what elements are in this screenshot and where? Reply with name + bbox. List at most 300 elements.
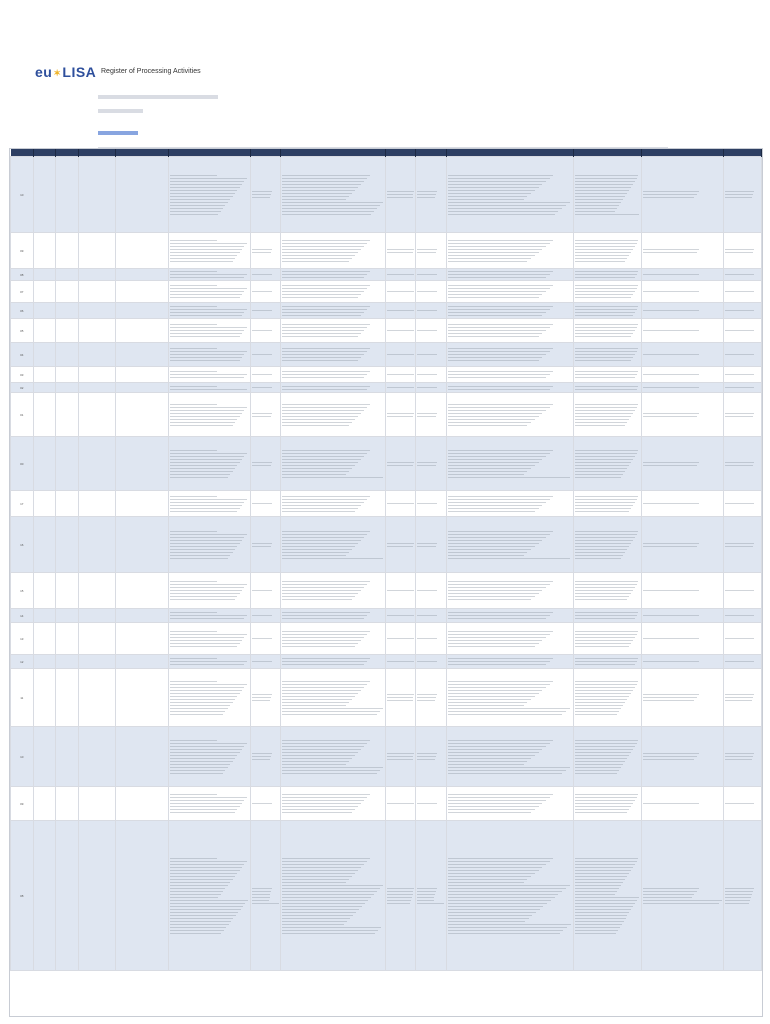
- row-text-cell: [281, 655, 386, 669]
- row-text-cell: [281, 669, 386, 727]
- row-text-cell: [386, 367, 416, 383]
- row-start-date-cell: [33, 281, 56, 303]
- row-start-date-cell: [33, 367, 56, 383]
- row-text-cell: [641, 655, 724, 669]
- row-text-cell: [386, 233, 416, 269]
- row-text-cell: [416, 319, 446, 343]
- row-title-cell: [116, 269, 169, 281]
- row-text-cell: [446, 383, 574, 393]
- col-header[interactable]: [446, 149, 574, 157]
- row-text-cell: [641, 383, 724, 393]
- row-end-date-cell: [56, 233, 79, 269]
- row-text-cell: [386, 281, 416, 303]
- row-text-cell: [641, 343, 724, 367]
- table-row: [11, 727, 762, 787]
- table-row: [11, 655, 762, 669]
- row-id-cell: 16: [11, 517, 34, 573]
- eu-stars-icon: ✶: [53, 67, 62, 78]
- table-row: [11, 623, 762, 655]
- row-id-cell: 17: [11, 491, 34, 517]
- row-id-cell: 10: [11, 727, 34, 787]
- col-header[interactable]: [33, 149, 56, 157]
- row-id-cell: 09: [11, 233, 34, 269]
- row-text-cell: [446, 281, 574, 303]
- row-start-date-cell: [33, 303, 56, 319]
- row-text-cell: [168, 383, 251, 393]
- row-text-cell: [386, 491, 416, 517]
- row-text-cell: [168, 303, 251, 319]
- row-id-cell: 05: [11, 319, 34, 343]
- table-row: [11, 303, 762, 319]
- row-text-cell: [251, 343, 281, 367]
- row-text-cell: [724, 269, 762, 281]
- row-text-cell: [281, 393, 386, 437]
- row-text-cell: [386, 669, 416, 727]
- row-text-cell: [724, 157, 762, 233]
- row-text-cell: [281, 343, 386, 367]
- row-text-cell: [281, 269, 386, 281]
- row-start-date-cell: [33, 343, 56, 367]
- row-text-cell: [446, 343, 574, 367]
- row-id-cell: 08: [11, 269, 34, 281]
- row-title-cell: [116, 367, 169, 383]
- table-row: [11, 393, 762, 437]
- row-text-cell: [251, 233, 281, 269]
- row-start-date-cell: [33, 609, 56, 623]
- row-text-cell: [281, 609, 386, 623]
- row-title-cell: [116, 491, 169, 517]
- row-text-cell: [281, 821, 386, 971]
- row-text-cell: [641, 517, 724, 573]
- row-text-cell: [446, 669, 574, 727]
- row-text-cell: [446, 573, 574, 609]
- row-text-cell: [168, 367, 251, 383]
- row-status-cell: [78, 623, 116, 655]
- row-text-cell: [168, 269, 251, 281]
- row-start-date-cell: [33, 157, 56, 233]
- row-title-cell: [116, 609, 169, 623]
- row-text-cell: [281, 367, 386, 383]
- row-end-date-cell: [56, 573, 79, 609]
- row-text-cell: [251, 655, 281, 669]
- row-text-cell: [641, 269, 724, 281]
- row-end-date-cell: [56, 393, 79, 437]
- row-text-cell: [281, 319, 386, 343]
- table-row: [11, 383, 762, 393]
- row-text-cell: [446, 303, 574, 319]
- row-text-cell: [386, 437, 416, 491]
- col-header[interactable]: [724, 149, 762, 157]
- row-text-cell: [281, 437, 386, 491]
- row-text-cell: [641, 157, 724, 233]
- processing-activities-table: [9, 148, 763, 1017]
- row-text-cell: [724, 343, 762, 367]
- row-text-cell: [641, 437, 724, 491]
- row-text-cell: [168, 233, 251, 269]
- row-text-cell: [251, 821, 281, 971]
- row-text-cell: [446, 233, 574, 269]
- row-text-cell: [574, 281, 642, 303]
- row-status-cell: [78, 517, 116, 573]
- row-status-cell: [78, 669, 116, 727]
- row-text-cell: [386, 319, 416, 343]
- row-text-cell: [416, 821, 446, 971]
- eu-lisa-logo: [35, 64, 96, 80]
- row-text-cell: [641, 727, 724, 787]
- row-text-cell: [281, 491, 386, 517]
- row-text-cell: [386, 383, 416, 393]
- row-end-date-cell: [56, 727, 79, 787]
- table-row: [11, 319, 762, 343]
- row-text-cell: [386, 655, 416, 669]
- table-row: [11, 233, 762, 269]
- row-status-cell: [78, 343, 116, 367]
- row-text-cell: [168, 517, 251, 573]
- row-id-cell: 10: [11, 157, 34, 233]
- row-end-date-cell: [56, 437, 79, 491]
- row-end-date-cell: [56, 787, 79, 821]
- col-header[interactable]: [416, 149, 446, 157]
- row-start-date-cell: [33, 821, 56, 971]
- table-row: [11, 269, 762, 281]
- row-text-cell: [574, 437, 642, 491]
- row-text-cell: [168, 669, 251, 727]
- table-row: [11, 573, 762, 609]
- row-text-cell: [168, 343, 251, 367]
- row-text-cell: [724, 281, 762, 303]
- row-end-date-cell: [56, 157, 79, 233]
- row-text-cell: [574, 655, 642, 669]
- row-text-cell: [724, 393, 762, 437]
- row-text-cell: [168, 609, 251, 623]
- row-status-cell: [78, 609, 116, 623]
- row-id-cell: 02: [11, 383, 34, 393]
- row-text-cell: [386, 303, 416, 319]
- col-header[interactable]: [251, 149, 281, 157]
- row-start-date-cell: [33, 233, 56, 269]
- row-text-cell: [574, 157, 642, 233]
- row-text-cell: [641, 669, 724, 727]
- row-text-cell: [251, 573, 281, 609]
- row-start-date-cell: [33, 573, 56, 609]
- row-id-cell: 04: [11, 343, 34, 367]
- table-header: [11, 149, 762, 157]
- row-text-cell: [446, 437, 574, 491]
- row-id-cell: 12: [11, 655, 34, 669]
- row-status-cell: [78, 573, 116, 609]
- row-end-date-cell: [56, 303, 79, 319]
- row-text-cell: [574, 367, 642, 383]
- row-title-cell: [116, 157, 169, 233]
- row-text-cell: [446, 269, 574, 281]
- row-text-cell: [446, 821, 574, 971]
- row-text-cell: [168, 727, 251, 787]
- row-start-date-cell: [33, 383, 56, 393]
- row-id-cell: 07: [11, 281, 34, 303]
- row-text-cell: [168, 821, 251, 971]
- row-text-cell: [281, 281, 386, 303]
- col-header[interactable]: [641, 149, 724, 157]
- row-text-cell: [416, 383, 446, 393]
- row-title-cell: [116, 393, 169, 437]
- row-id-cell: 08: [11, 821, 34, 971]
- row-text-cell: [574, 609, 642, 623]
- row-text-cell: [251, 727, 281, 787]
- row-start-date-cell: [33, 269, 56, 281]
- row-id-cell: 15: [11, 573, 34, 609]
- row-text-cell: [281, 573, 386, 609]
- row-text-cell: [574, 233, 642, 269]
- row-text-cell: [574, 303, 642, 319]
- row-text-cell: [251, 281, 281, 303]
- row-text-cell: [574, 393, 642, 437]
- row-text-cell: [168, 787, 251, 821]
- table-body: [11, 157, 762, 971]
- row-id-cell: 03: [11, 367, 34, 383]
- row-title-cell: [116, 655, 169, 669]
- row-end-date-cell: [56, 367, 79, 383]
- row-text-cell: [416, 573, 446, 609]
- row-text-cell: [724, 233, 762, 269]
- row-text-cell: [168, 573, 251, 609]
- row-text-cell: [416, 281, 446, 303]
- row-text-cell: [574, 669, 642, 727]
- row-text-cell: [168, 281, 251, 303]
- meta-row-address: [70, 108, 710, 122]
- row-status-cell: [78, 383, 116, 393]
- meta-row-controller: [70, 94, 710, 108]
- row-status-cell: [78, 393, 116, 437]
- row-text-cell: [641, 821, 724, 971]
- col-header[interactable]: [11, 149, 34, 157]
- row-end-date-cell: [56, 655, 79, 669]
- row-text-cell: [574, 517, 642, 573]
- row-text-cell: [574, 319, 642, 343]
- row-text-cell: [251, 609, 281, 623]
- row-title-cell: [116, 821, 169, 971]
- row-text-cell: [281, 233, 386, 269]
- row-end-date-cell: [56, 669, 79, 727]
- row-text-cell: [251, 269, 281, 281]
- row-title-cell: [116, 383, 169, 393]
- row-status-cell: [78, 787, 116, 821]
- row-text-cell: [416, 727, 446, 787]
- row-text-cell: [416, 609, 446, 623]
- row-end-date-cell: [56, 343, 79, 367]
- row-text-cell: [168, 319, 251, 343]
- row-text-cell: [724, 669, 762, 727]
- row-text-cell: [724, 821, 762, 971]
- row-title-cell: [116, 319, 169, 343]
- col-header[interactable]: [386, 149, 416, 157]
- col-header[interactable]: [281, 149, 386, 157]
- row-text-cell: [386, 787, 416, 821]
- row-start-date-cell: [33, 727, 56, 787]
- row-status-cell: [78, 491, 116, 517]
- row-text-cell: [641, 233, 724, 269]
- table-row: [11, 343, 762, 367]
- table-row: [11, 281, 762, 303]
- row-text-cell: [574, 623, 642, 655]
- row-status-cell: [78, 281, 116, 303]
- row-text-cell: [386, 269, 416, 281]
- row-text-cell: [446, 367, 574, 383]
- row-status-cell: [78, 319, 116, 343]
- row-title-cell: [116, 573, 169, 609]
- row-end-date-cell: [56, 491, 79, 517]
- row-text-cell: [446, 517, 574, 573]
- row-text-cell: [446, 655, 574, 669]
- table-row: [11, 787, 762, 821]
- row-text-cell: [641, 281, 724, 303]
- table-row: [11, 517, 762, 573]
- row-end-date-cell: [56, 319, 79, 343]
- row-text-cell: [724, 491, 762, 517]
- table-row: [11, 609, 762, 623]
- meta-row-dpo: [70, 122, 710, 146]
- row-start-date-cell: [33, 655, 56, 669]
- row-status-cell: [78, 821, 116, 971]
- row-text-cell: [251, 517, 281, 573]
- row-text-cell: [281, 383, 386, 393]
- table-row: [11, 491, 762, 517]
- row-text-cell: [251, 437, 281, 491]
- table-row: [11, 157, 762, 233]
- row-end-date-cell: [56, 517, 79, 573]
- col-header[interactable]: [78, 149, 116, 157]
- table-row: [11, 821, 762, 971]
- row-status-cell: [78, 303, 116, 319]
- row-title-cell: [116, 343, 169, 367]
- row-text-cell: [574, 491, 642, 517]
- row-text-cell: [446, 727, 574, 787]
- row-text-cell: [724, 727, 762, 787]
- row-title-cell: [116, 233, 169, 269]
- col-header[interactable]: [168, 149, 251, 157]
- row-end-date-cell: [56, 821, 79, 971]
- page-title: Register of Processing Activities: [101, 68, 201, 75]
- row-text-cell: [446, 393, 574, 437]
- row-text-cell: [386, 727, 416, 787]
- table-row: [11, 367, 762, 383]
- row-text-cell: [724, 655, 762, 669]
- row-title-cell: [116, 281, 169, 303]
- row-text-cell: [724, 787, 762, 821]
- row-title-cell: [116, 623, 169, 655]
- row-title-cell: [116, 787, 169, 821]
- page-header: [35, 64, 735, 84]
- row-status-cell: [78, 655, 116, 669]
- row-text-cell: [281, 157, 386, 233]
- row-text-cell: [574, 727, 642, 787]
- row-text-cell: [168, 655, 251, 669]
- row-id-cell: 06: [11, 303, 34, 319]
- row-text-cell: [281, 787, 386, 821]
- row-text-cell: [416, 491, 446, 517]
- row-title-cell: [116, 437, 169, 491]
- row-start-date-cell: [33, 319, 56, 343]
- row-text-cell: [724, 623, 762, 655]
- row-start-date-cell: [33, 491, 56, 517]
- row-text-cell: [641, 609, 724, 623]
- row-text-cell: [574, 383, 642, 393]
- row-text-cell: [386, 393, 416, 437]
- row-text-cell: [416, 623, 446, 655]
- row-text-cell: [416, 233, 446, 269]
- row-text-cell: [168, 623, 251, 655]
- row-text-cell: [416, 393, 446, 437]
- row-text-cell: [386, 517, 416, 573]
- col-header[interactable]: [116, 149, 169, 157]
- row-text-cell: [641, 491, 724, 517]
- row-title-cell: [116, 303, 169, 319]
- row-text-cell: [724, 573, 762, 609]
- row-text-cell: [641, 623, 724, 655]
- row-text-cell: [251, 787, 281, 821]
- row-start-date-cell: [33, 787, 56, 821]
- row-text-cell: [251, 367, 281, 383]
- row-text-cell: [251, 319, 281, 343]
- row-status-cell: [78, 437, 116, 491]
- row-text-cell: [281, 517, 386, 573]
- row-text-cell: [416, 303, 446, 319]
- row-text-cell: [574, 573, 642, 609]
- row-text-cell: [724, 437, 762, 491]
- row-text-cell: [724, 303, 762, 319]
- row-text-cell: [724, 319, 762, 343]
- row-start-date-cell: [33, 393, 56, 437]
- row-text-cell: [416, 367, 446, 383]
- row-text-cell: [251, 303, 281, 319]
- row-text-cell: [446, 609, 574, 623]
- dpo-email-link[interactable]: [98, 131, 138, 135]
- row-title-cell: [116, 669, 169, 727]
- row-text-cell: [446, 787, 574, 821]
- row-text-cell: [446, 319, 574, 343]
- row-id-cell: 13: [11, 623, 34, 655]
- row-text-cell: [281, 303, 386, 319]
- row-text-cell: [641, 367, 724, 383]
- row-text-cell: [168, 157, 251, 233]
- row-text-cell: [574, 343, 642, 367]
- row-end-date-cell: [56, 281, 79, 303]
- row-text-cell: [251, 491, 281, 517]
- row-text-cell: [724, 383, 762, 393]
- row-text-cell: [281, 623, 386, 655]
- row-text-cell: [281, 727, 386, 787]
- row-id-cell: 14: [11, 609, 34, 623]
- row-id-cell: 11: [11, 669, 34, 727]
- row-text-cell: [574, 821, 642, 971]
- row-text-cell: [724, 517, 762, 573]
- row-end-date-cell: [56, 383, 79, 393]
- row-start-date-cell: [33, 517, 56, 573]
- row-text-cell: [386, 157, 416, 233]
- row-text-cell: [168, 491, 251, 517]
- row-end-date-cell: [56, 269, 79, 281]
- row-start-date-cell: [33, 623, 56, 655]
- row-text-cell: [446, 491, 574, 517]
- row-text-cell: [416, 157, 446, 233]
- row-text-cell: [416, 655, 446, 669]
- row-status-cell: [78, 727, 116, 787]
- col-header[interactable]: [574, 149, 642, 157]
- table-row: [11, 437, 762, 491]
- row-end-date-cell: [56, 609, 79, 623]
- logo-suffix: LISA: [62, 64, 97, 80]
- col-header[interactable]: [56, 149, 79, 157]
- row-text-cell: [641, 787, 724, 821]
